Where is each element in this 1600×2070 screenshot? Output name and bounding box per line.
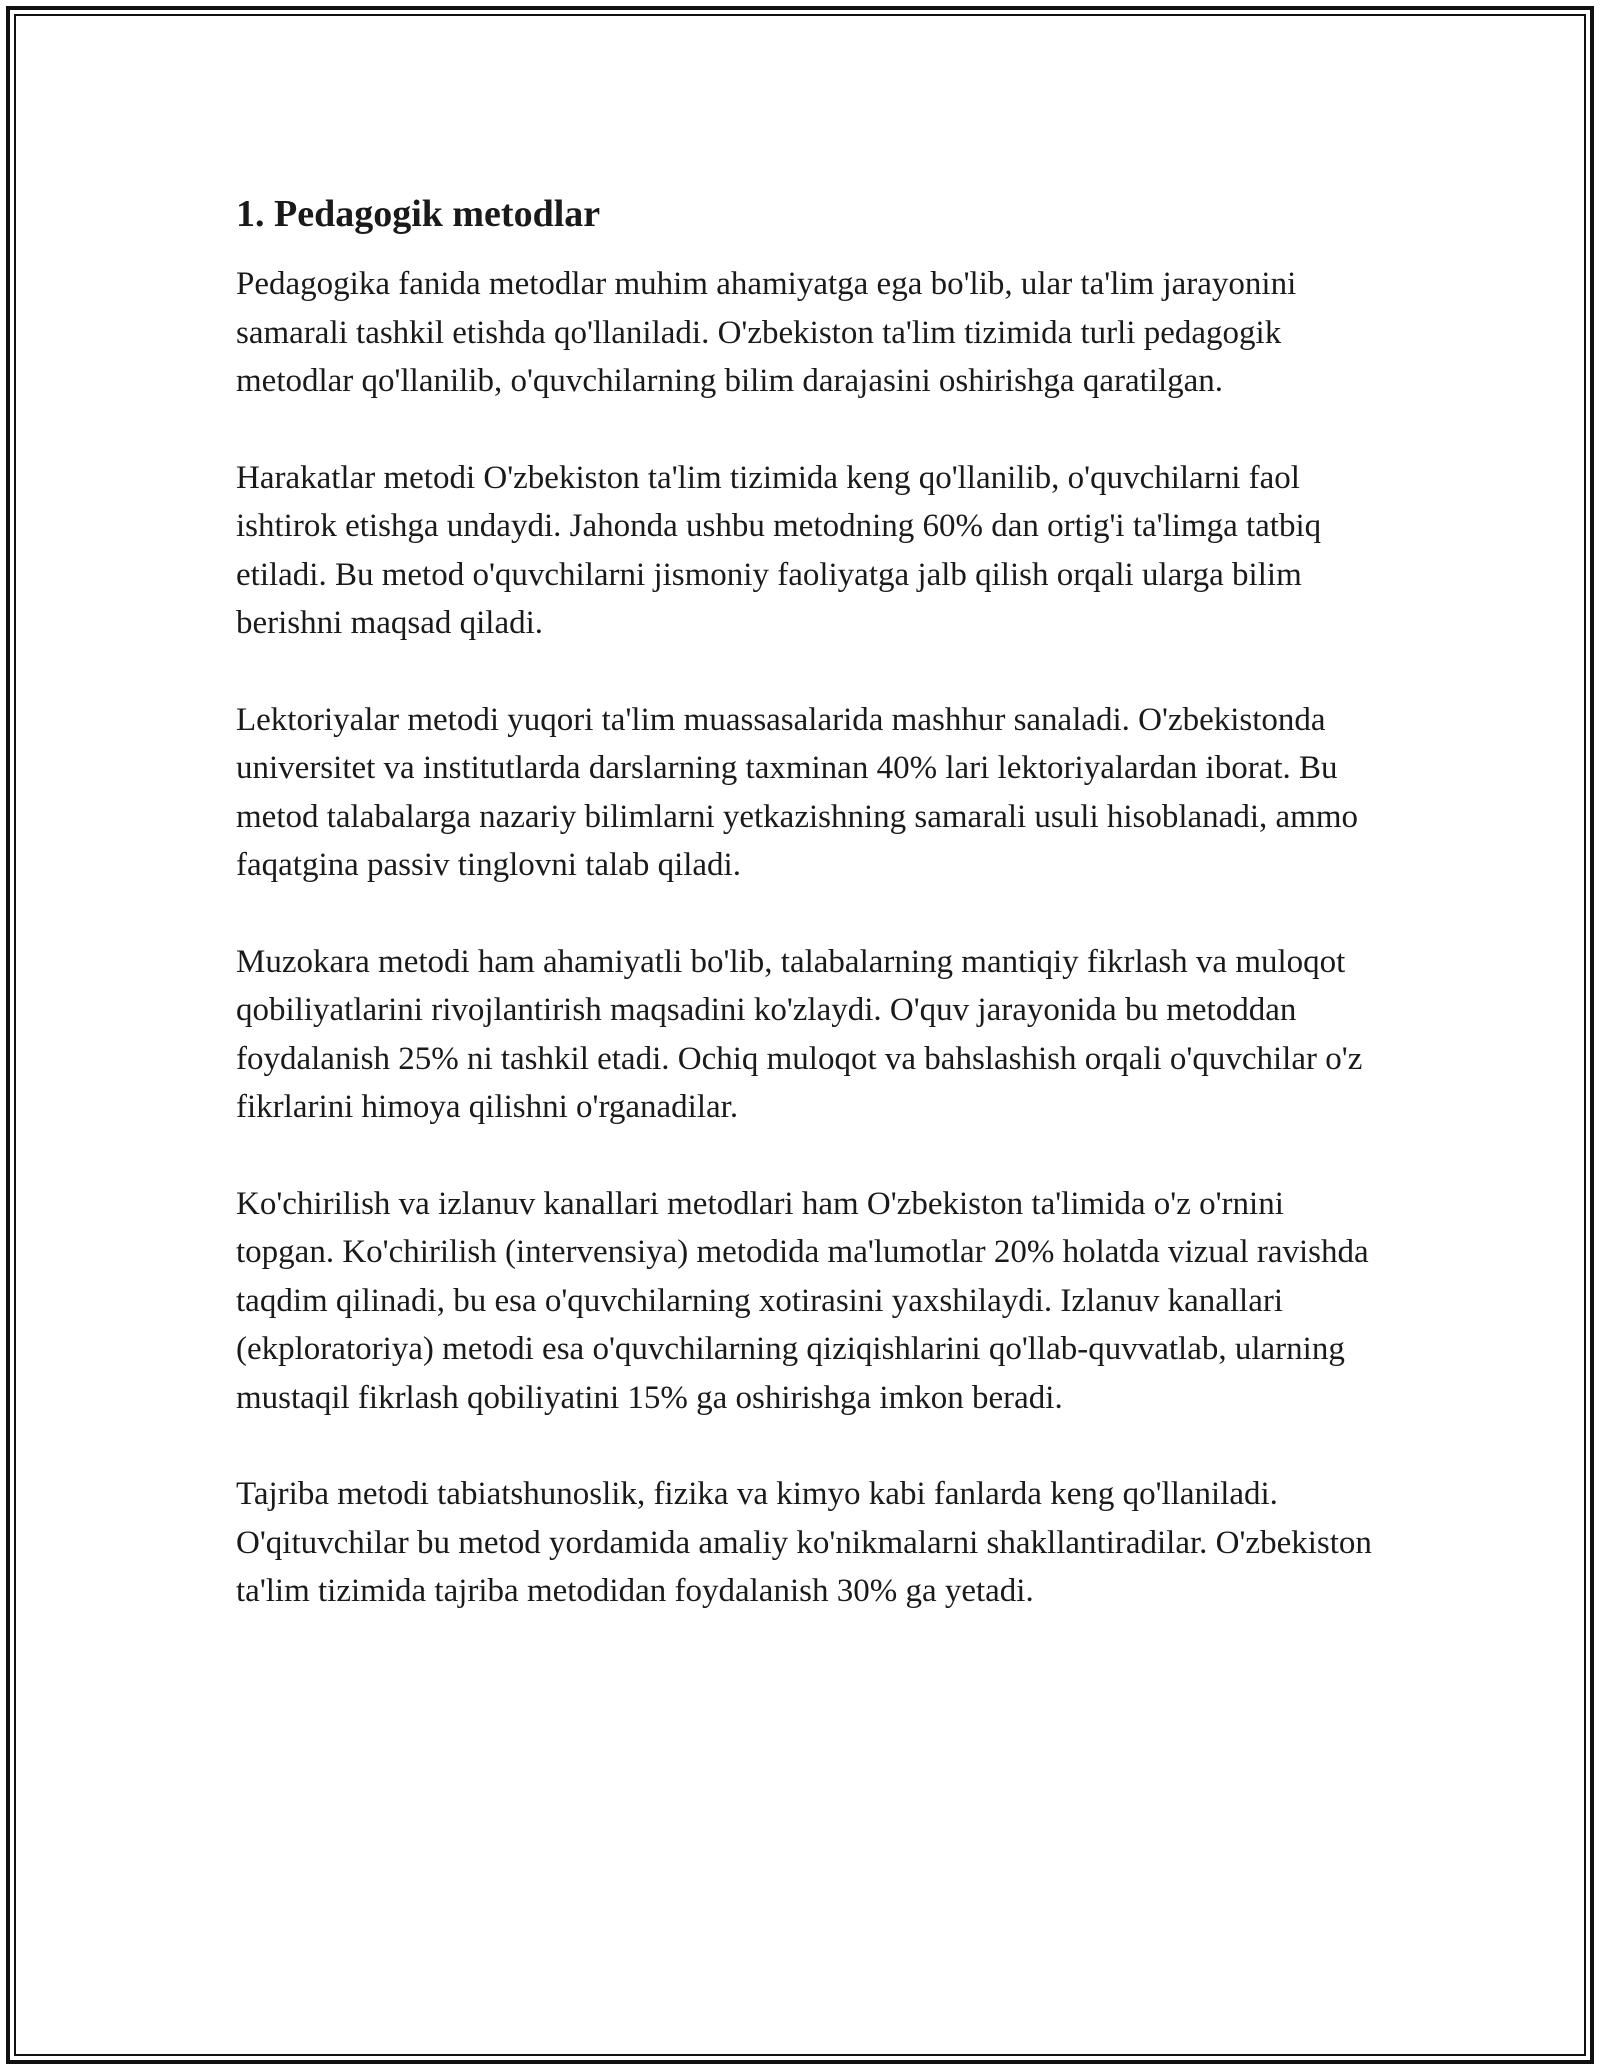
paragraph-intro: Pedagogika fanida metodlar muhim ahamiyatga ega bo'lib, ular ta'lim jarayonini samarali tashkil etishda qo'llaniladi. O'zbekiston ta'lim tizimida turli pedagogik metodlar qo'llanilib, o'quvchilarning bilim darajasini oshirishga qaratilgan. (236, 266, 1297, 399)
document-body (236, 186, 1376, 1664)
paragraph-lektoriyalar-metodi: Lektoriyalar metodi yuqori ta'lim muassasalarida mashhur sanaladi. O'zbekistonda universitet va institutlarda darslarning taxminan 40% lari lektoriyalardan iborat. Bu metod talabalarga nazariy bilimlarni yetkazishning samarali usuli hisoblanadi, ammo faqatgina passiv tinglovni talab qiladi. (236, 701, 1358, 883)
section-heading: 1. Pedagogik metodlar (236, 193, 601, 235)
paragraph-harakatlar-metodi: Harakatlar metodi O'zbekiston ta'lim tizimida keng qo'llanilib, o'quvchilarni faol ishtirok etishga undaydi. Jahonda ushbu metodning 60% dan ortig'i ta'limga tatbiq etiladi. Bu metod o'quvchilarni jismoniy faoliyatga jalb qilish orqali ularga bilim berishni maqsad qiladi. (236, 459, 1322, 641)
paragraph-muzokara-metodi: Muzokara metodi ham ahamiyatli bo'lib, talabalarning mantiqiy fikrlash va muloqot qobiliyatlarini rivojlantirish maqsadini ko'zlaydi. O'quv jarayonida bu metoddan foydalanish 25% ni tashkil etadi. Ochiq muloqot va bahslashish orqali o'quvchilar o'z fikrlarini himoya qilishni o'rganadilar. (236, 943, 1363, 1125)
paragraph-kochirilish-izlanuv-metodlari: Ko'chirilish va izlanuv kanallari metodlari ham O'zbekiston ta'limida o'z o'rnini topgan. Ko'chirilish (intervensiya) metodida ma'lumotlar 20% holatda vizual ravishda taqdim qilinadi, bu esa o'quvchilarning xotirasini yaxshilaydi. Izlanuv kanallari (ekploratoriya) metodi esa o'quvchilarning qiziqishlarini qo'llab-quvvatlab, ularning mustaqil fikrlash qobiliyatini 15% ga oshirishga imkon beradi. (236, 1185, 1369, 1416)
paragraph-tajriba-metodi: Tajriba metodi tabiatshunoslik, fizika va kimyo kabi fanlarda keng qo'llaniladi. O'qituvchilar bu metod yordamida amaliy ko'nikmalarni shakllantiradilar. O'zbekiston ta'lim tizimida tajriba metodidan foydalanish 30% ga yetadi. (236, 1476, 1372, 1609)
